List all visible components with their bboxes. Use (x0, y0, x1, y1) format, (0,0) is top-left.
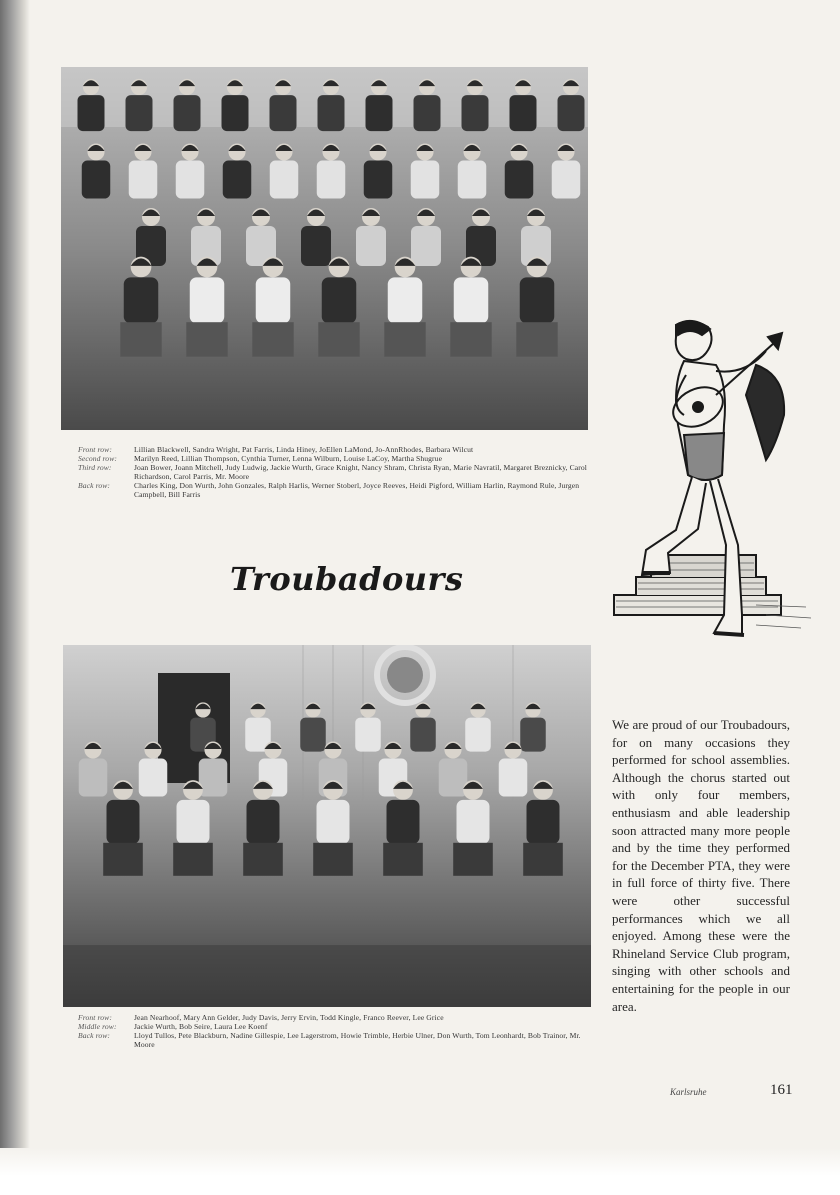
page-number: 161 (770, 1082, 793, 1098)
caption-row-label: Front row: (78, 1013, 112, 1022)
band-caption (78, 1013, 598, 1049)
caption-row (78, 1022, 598, 1031)
caption-row (78, 445, 598, 454)
caption-row-label: Back row: (78, 1031, 111, 1040)
page-binding-shadow (0, 0, 30, 1195)
body-paragraph: We are proud of our Troubadours, for on many occasions they performed for school assemblies. Although the chorus started out with only four members, enthusiasm and able leadership soon attracted many more people and by the time they performed for the December PTA, they were in full force of thirty five. There were other successful performances which we all enjoyed. Among these were the Rhineland Service Club program, singing with other schools and entertaining for the people in our area. (612, 717, 790, 1014)
caption-row (78, 1031, 598, 1049)
caption-row-label: Front row: (78, 445, 112, 454)
footer-school-name: Karlsruhe (670, 1087, 707, 1097)
troubadour-illustration (606, 315, 816, 660)
caption-row-names: Lloyd Tullos, Pete Blackburn, Nadine Gillespie, Lee Lagerstrom, Howie Trimble, Herbie Ulner, Don Wurth, Tom Leonhardt, Bob Trainor, Mr. Moore (134, 1031, 581, 1049)
caption-row (78, 454, 598, 463)
caption-row-names: Jean Nearhoof, Mary Ann Gelder, Judy Davis, Jerry Ervin, Todd Kingle, Franco Reever, Lee Grice (134, 1013, 444, 1022)
caption-row (78, 1013, 598, 1022)
caption-row-names: Lillian Blackwell, Sandra Wright, Pat Farris, Linda Hiney, JoEllen LaMond, Jo-AnnRhodes, Barbara Wilcut (134, 445, 474, 454)
section-title: Troubadours (230, 560, 464, 598)
caption-row-label: Second row: (78, 454, 117, 463)
caption-row-label: Back row: (78, 481, 111, 490)
chorus-group-photo (61, 67, 588, 430)
chorus-caption (78, 445, 598, 499)
caption-row-names: Charles King, Don Wurth, John Gonzales, Ralph Harlis, Werner Stoberl, Joyce Reeves, Heidi Pigford, William Harlin, Raymond Rule, Jurgen Campbell, Bill Farris (134, 481, 580, 499)
band-group-photo (63, 645, 591, 1007)
caption-row (78, 481, 598, 499)
caption-row (78, 463, 598, 481)
caption-row-names: Joan Bower, Joann Mitchell, Judy Ludwig, Jackie Wurth, Grace Knight, Nancy Shram, Christa Ryan, Marie Navratil, Margaret Breznicky, Carol Richardson, Carol Parris, Mr. Moore (134, 463, 587, 481)
caption-row-names: Marilyn Reed, Lillian Thompson, Cynthia Turner, Lenna Wilburn, Louise LaCoy, Martha Shugrue (134, 454, 443, 463)
caption-row-label: Middle row: (78, 1022, 117, 1031)
caption-row-names: Jackie Wurth, Bob Seire, Laura Lee Koenf (134, 1022, 268, 1031)
caption-row-label: Third row: (78, 463, 112, 472)
page-bottom-edge (0, 1148, 840, 1195)
